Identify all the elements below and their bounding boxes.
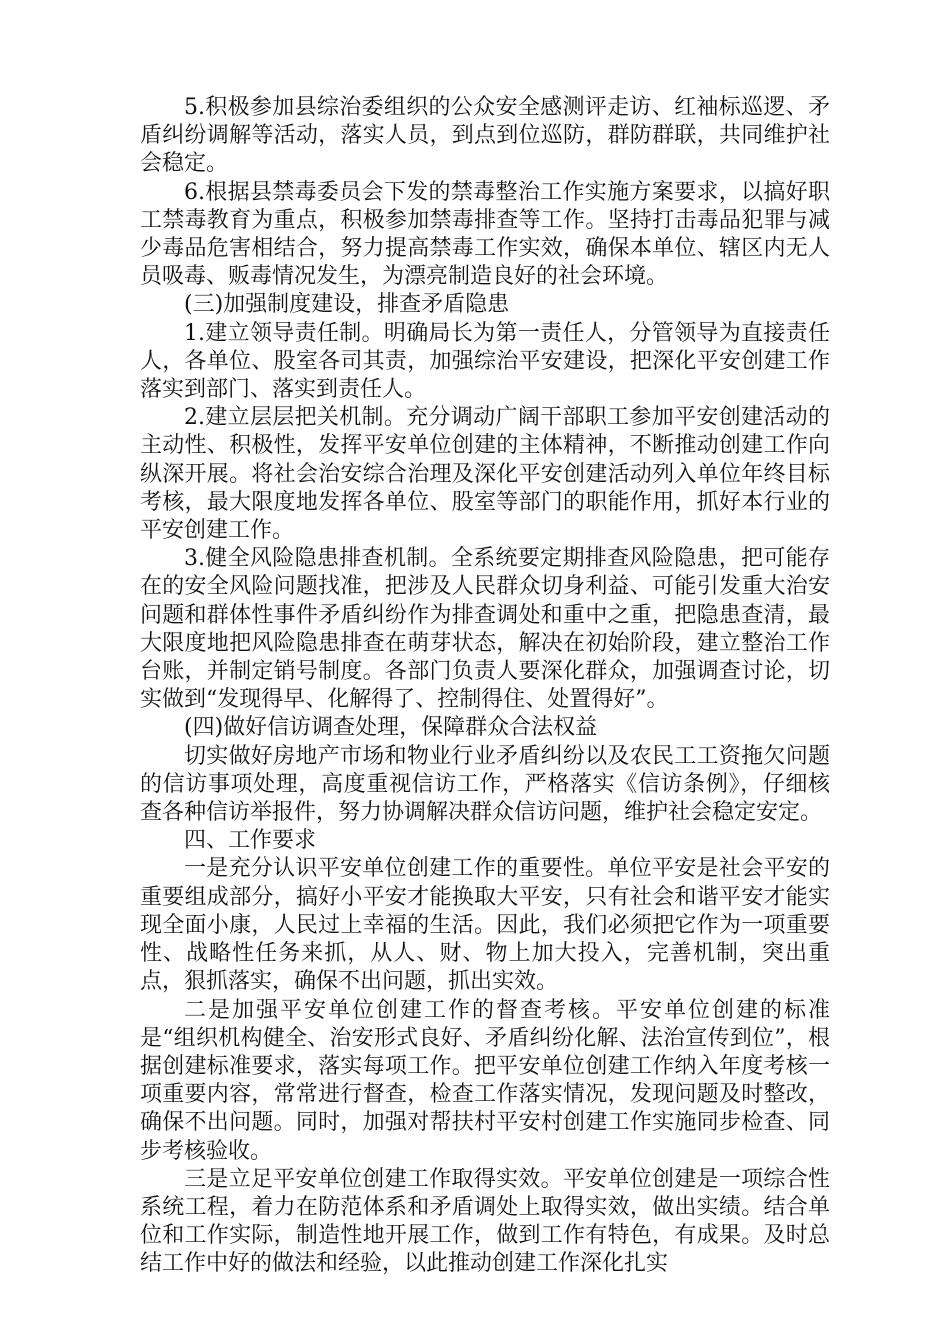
paragraph-item-6: 6.根据县禁毒委员会下发的禁毒整治工作实施方案要求，以搞好职工禁毒教育为重点，积极参加禁毒排查等工作。坚持打击毒品犯罪与减少毒品危害相结合，努力提高禁毒工作实效，确保本单位、辖区内无人员吸毒、贩毒情况发生，为漂亮制造良好的社会环境。 — [140, 179, 830, 290]
paragraph-item-5: 5.积极参加县综治委组织的公众安全感测评走访、红袖标巡逻、矛盾纠纷调解等活动，落实人员，到点到位巡防，群防群联，共同维护社会稳定。 — [140, 95, 830, 177]
section-heading-3: (三)加强制度建设，排查矛盾隐患 — [184, 292, 510, 318]
section-heading-work-requirements: 四、工作要求 — [184, 828, 317, 854]
paragraph-petition-handling: 切实做好房地产市场和物业行业矛盾纠纷以及农民工工资拖欠问题的信访事项处理，高度重视信访工作，严格落实《信访条例》，仔细核查各种信访举报件，努力协调解决群众信访问题，维护社会稳定安定。 — [140, 743, 830, 826]
paragraph-requirement-1: 一是充分认识平安单位创建工作的重要性。单位平安是社会平安的重要组成部分，搞好小平安才能换取大平安，只有社会和谐平安才能实现全面小康，人民过上幸福的生活。因此，我们必须把它作为一项重要性、战略性任务来抓，从人、财、物上加大投入，完善机制，突出重点，狠抓落实，确保不出问题，抓出实效。 — [140, 856, 830, 995]
paragraph-requirement-3: 三是立足平安单位创建工作取得实效。平安单位创建是一项综合性系统工程，着力在防范体系和矛盾调处上取得实效，做出实绩。结合单位和工作实际，制造性地开展工作，做到工作有特色，有成果。及时总结工作中好的做法和经验，以此推动创建工作深化扎实 — [140, 1166, 830, 1277]
paragraph-requirement-2: 二是加强平安单位创建工作的督查考核。平安单位创建的标准是“组织机构健全、治安形式良好、矛盾纠纷化解、法治宣传到位”，根据创建标准要求，落实每项工作。把平安单位创建工作纳入年度考核一项重要内容，常常进行督查，检查工作落实情况，发现问题及时整改，确保不出问题。同时，加强对帮扶村平安村创建工作实施同步检查、同步考核验收。 — [140, 997, 830, 1164]
section-heading-4: (四)做好信访调查处理，保障群众合法权益 — [184, 715, 598, 741]
paragraph-checkpoint-mechanism: 2.建立层层把关机制。充分调动广阔干部职工参加平安创建活动的主动性、积极性，发挥平安单位创建的主体精神，不断推动创建工作向纵深开展。将社会治安综合治理及深化平安创建活动列入单位年终目标考核，最大限度地发挥各单位、股室等部门的职能作用，抓好本行业的平安创建工作。 — [140, 405, 830, 544]
document-body — [140, 94, 830, 1279]
paragraph-risk-screening: 3.健全风险隐患排查机制。全系统要定期排查风险隐患，把可能存在的安全风险问题找准，把涉及人民群众切身利益、可能引发重大治安问题和群体性事件矛盾纠纷作为排查调处和重中之重，把隐患查清，最大限度地把风险隐患排查在萌芽状态，解决在初始阶段，建立整治工作台账，并制定销号制度。各部门负责人要深化群众，加强调查讨论，切实做到“发现得早、化解得了、控制得住、处置得好”。 — [140, 546, 830, 713]
paragraph-leadership-responsibility: 1.建立领导责任制。明确局长为第一责任人，分管领导为直接责任人，各单位、股室各司其责，加强综治平安建设，把深化平安创建工作落实到部门、落实到责任人。 — [140, 320, 830, 403]
